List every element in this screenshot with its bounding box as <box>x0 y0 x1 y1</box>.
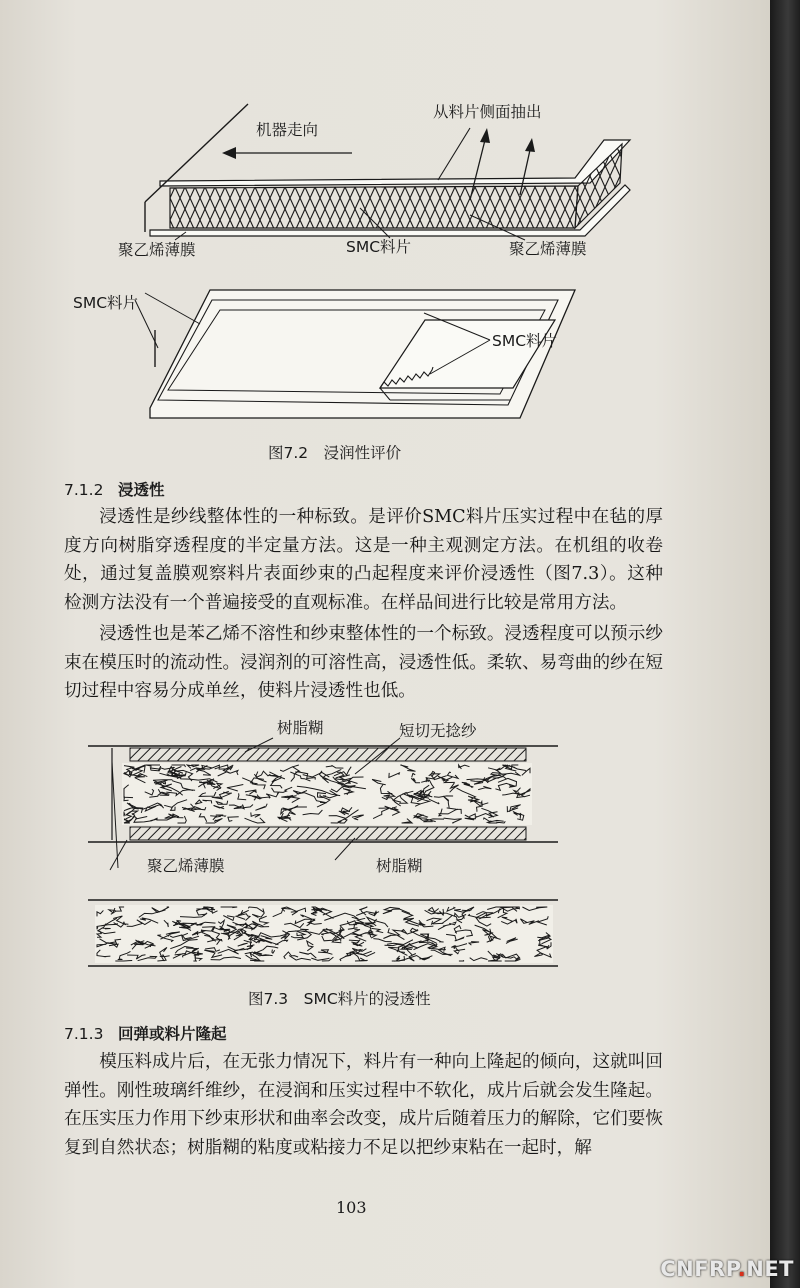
page-number: 103 <box>336 1198 367 1217</box>
figure-7-2-diagram <box>0 0 770 470</box>
section-7-1-3-heading <box>64 1022 227 1044</box>
label-resin-top: 树脂糊 <box>277 719 324 737</box>
section-title: 浸透性 <box>118 481 165 499</box>
paragraph: 浸透性是纱线整体性的一种标致。是评价SMC料片压实过程中在毡的厚度方向树脂穿透程度的半定量方法。这是一种主观测定方法。在机组的收卷处，通过复盖膜观察料片表面纱束的凸起程度来评价浸透性（图7.3）。这种检测方法没有一个普遍接受的直观标准。在样品间进行比较是常用方法。 <box>64 507 663 613</box>
figure-7-3-caption: 图7.3 SMC料片的浸透性 <box>248 990 431 1008</box>
label-pe-film: 聚乙烯薄膜 <box>147 857 225 875</box>
book-spine <box>770 0 800 1288</box>
label-pe-film-left: 聚乙烯薄膜 <box>118 241 196 259</box>
sheet-side-view <box>145 104 630 240</box>
section-7-1-2-heading <box>64 478 165 500</box>
label-pull-side: 从料片侧面抽出 <box>433 103 542 121</box>
label-smc-sheet: SMC料片 <box>346 238 412 256</box>
label-machine-direction: 机器走向 <box>256 121 319 139</box>
label-smc-left: SMC料片 <box>73 294 139 312</box>
section-number: 7.1.2 <box>64 481 104 499</box>
section-number: 7.1.3 <box>64 1025 104 1043</box>
sheet-box-view <box>135 290 575 418</box>
section-title: 回弹或料片隆起 <box>118 1025 227 1043</box>
figure-7-2-caption: 图7.2 浸润性评价 <box>268 444 402 462</box>
site-watermark: CNFRP.NET <box>660 1257 794 1281</box>
lower-sheet-section <box>88 900 558 966</box>
label-chopped-roving: 短切无捻纱 <box>399 722 477 740</box>
paragraph: 模压料成片后，在无张力情况下，料片有一种向上隆起的倾向，这就叫回弹性。刚性玻璃纤维纱，在浸润和压实过程中不软化，成片后就会发生隆起。在压实压力作用下纱束形状和曲率会改变，成片后随着压力的解除，它们要恢复到自然状态；树脂糊的粘度或粘接力不足以把纱束粘在一起时，解 <box>64 1052 663 1158</box>
paragraph: 浸透性也是苯乙烯不溶性和纱束整体性的一个标致。浸透程度可以预示纱束在模压时的流动性。浸润剂的可溶性高，浸透性低。柔软、易弯曲的纱在短切过程中容易分成单丝，使料片浸透性也低。 <box>64 624 663 702</box>
label-smc-right: SMC料片 <box>492 332 558 350</box>
figure-7-3-diagram <box>0 700 770 975</box>
label-pe-film-right: 聚乙烯薄膜 <box>509 240 587 258</box>
fiber-strand <box>115 961 132 962</box>
upper-sheet-section <box>88 738 558 870</box>
label-resin-bottom: 树脂糊 <box>376 857 423 875</box>
